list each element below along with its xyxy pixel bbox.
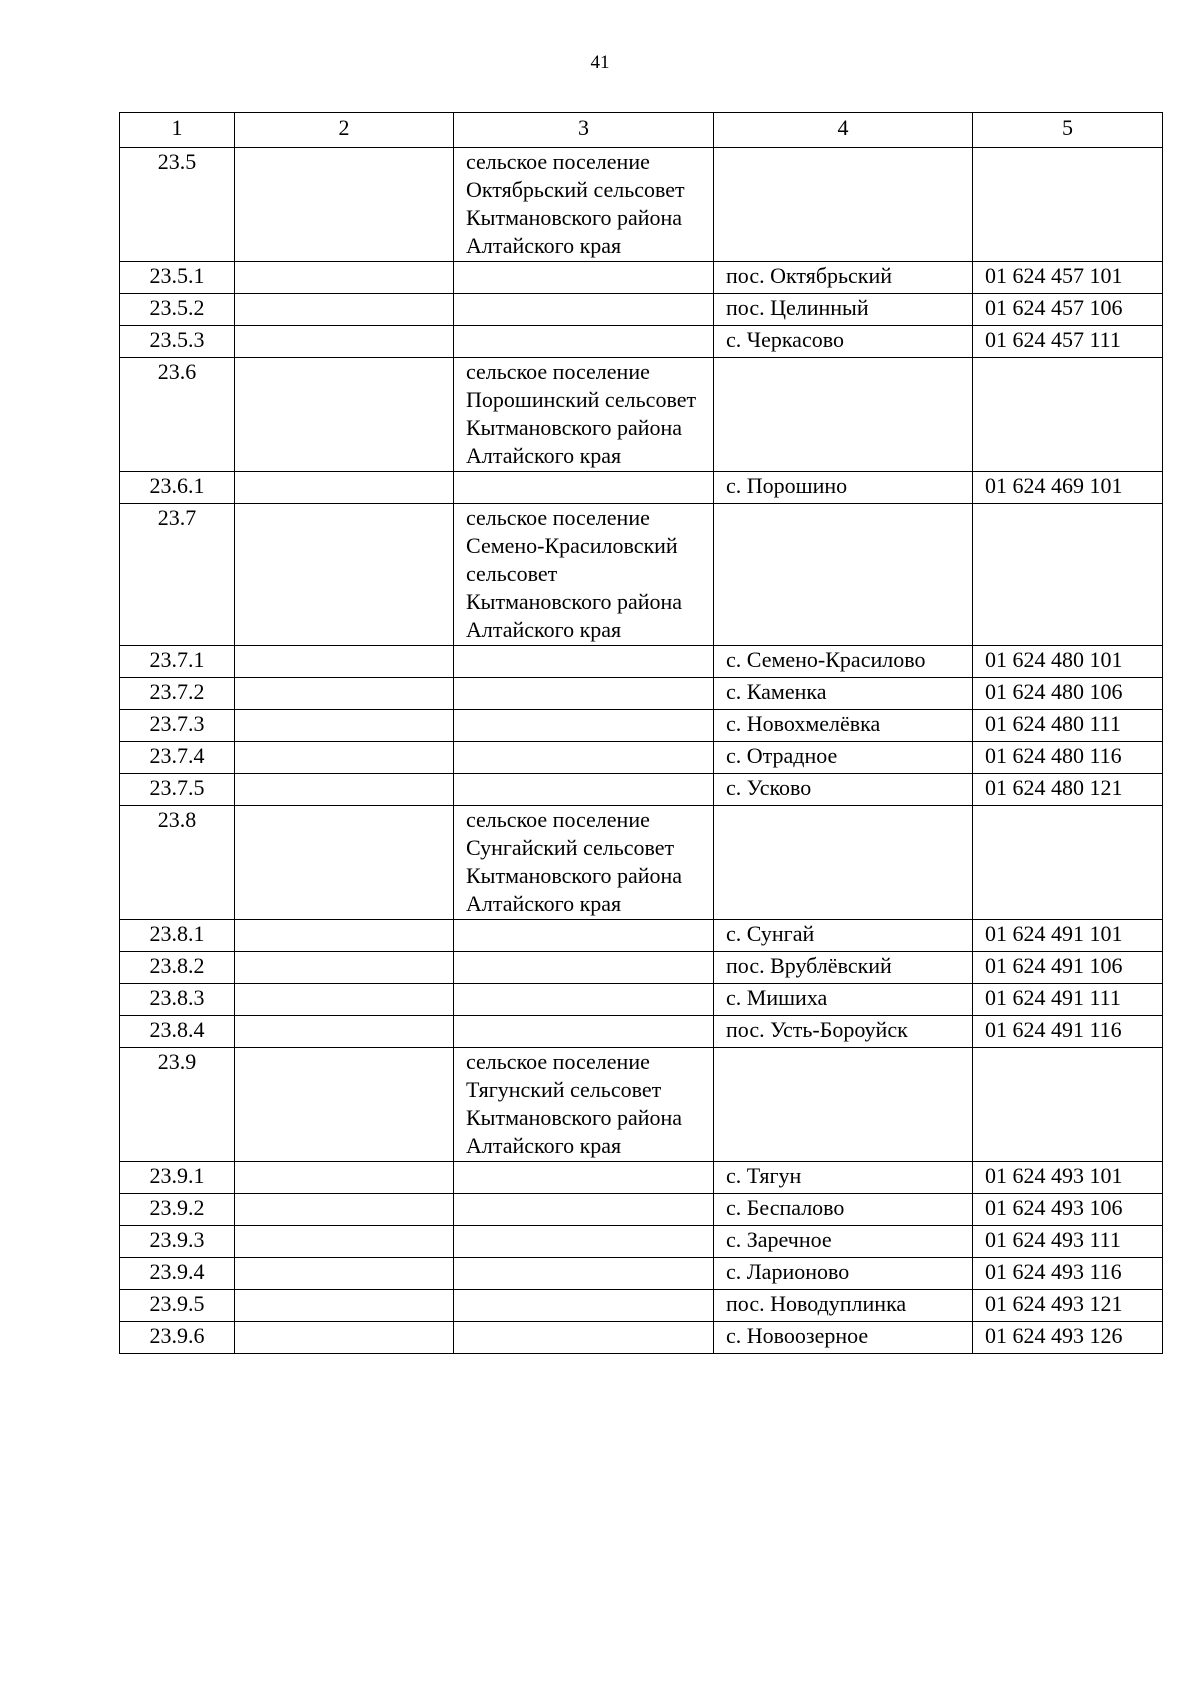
settlement-row bbox=[120, 1322, 1163, 1354]
row-oktmo-cell: 01 624 480 116 bbox=[973, 742, 1163, 774]
row-column2-cell bbox=[235, 1194, 454, 1226]
row-code-cell: 23.7.1 bbox=[120, 646, 235, 678]
row-settlement-cell: с. Мишиха bbox=[714, 984, 973, 1016]
row-oktmo-cell bbox=[973, 148, 1163, 262]
row-municipality-cell bbox=[454, 920, 714, 952]
row-oktmo-cell: 01 624 480 106 bbox=[973, 678, 1163, 710]
row-code-cell: 23.5.3 bbox=[120, 326, 235, 358]
settlement-row bbox=[120, 646, 1163, 678]
row-code-cell: 23.7.3 bbox=[120, 710, 235, 742]
row-municipality-cell bbox=[454, 294, 714, 326]
row-settlement-cell: с. Беспалово bbox=[714, 1194, 973, 1226]
settlement-row bbox=[120, 1258, 1163, 1290]
row-column2-cell bbox=[235, 920, 454, 952]
row-column2-cell bbox=[235, 1016, 454, 1048]
row-column2-cell bbox=[235, 1322, 454, 1354]
row-oktmo-cell: 01 624 469 101 bbox=[973, 472, 1163, 504]
row-code-cell: 23.7.5 bbox=[120, 774, 235, 806]
row-column2-cell bbox=[235, 1162, 454, 1194]
row-municipality-cell: сельское поселение Сунгайский сельсовет Кытмановского района Алтайского края bbox=[454, 806, 714, 920]
settlement-row bbox=[120, 710, 1163, 742]
row-column2-cell bbox=[235, 504, 454, 646]
row-code-cell: 23.8.3 bbox=[120, 984, 235, 1016]
row-oktmo-cell: 01 624 480 121 bbox=[973, 774, 1163, 806]
row-settlement-cell: с. Семено-Красилово bbox=[714, 646, 973, 678]
row-settlement-cell bbox=[714, 806, 973, 920]
row-settlement-cell: пос. Октябрьский bbox=[714, 262, 973, 294]
row-code-cell: 23.8.1 bbox=[120, 920, 235, 952]
column-header-1: 1 bbox=[120, 113, 235, 148]
municipality-group-row bbox=[120, 504, 1163, 646]
row-municipality-cell: сельское поселение Семено-Красиловский сельсовет Кытмановского района Алтайского края bbox=[454, 504, 714, 646]
row-municipality-cell: сельское поселение Порошинский сельсовет Кытмановского района Алтайского края bbox=[454, 358, 714, 472]
row-oktmo-cell: 01 624 457 106 bbox=[973, 294, 1163, 326]
column-header-4: 4 bbox=[714, 113, 973, 148]
row-code-cell: 23.9.3 bbox=[120, 1226, 235, 1258]
row-column2-cell bbox=[235, 710, 454, 742]
row-oktmo-cell: 01 624 457 101 bbox=[973, 262, 1163, 294]
row-column2-cell bbox=[235, 806, 454, 920]
row-code-cell: 23.9.2 bbox=[120, 1194, 235, 1226]
row-code-cell: 23.8 bbox=[120, 806, 235, 920]
row-code-cell: 23.6 bbox=[120, 358, 235, 472]
row-column2-cell bbox=[235, 148, 454, 262]
row-column2-cell bbox=[235, 1258, 454, 1290]
settlement-row bbox=[120, 952, 1163, 984]
column-header-5: 5 bbox=[973, 113, 1163, 148]
row-municipality-cell bbox=[454, 472, 714, 504]
row-settlement-cell bbox=[714, 358, 973, 472]
row-column2-cell bbox=[235, 472, 454, 504]
row-code-cell: 23.8.4 bbox=[120, 1016, 235, 1048]
row-column2-cell bbox=[235, 646, 454, 678]
row-municipality-cell bbox=[454, 1322, 714, 1354]
row-oktmo-cell bbox=[973, 1048, 1163, 1162]
row-settlement-cell: с. Новоозерное bbox=[714, 1322, 973, 1354]
row-municipality-cell bbox=[454, 1016, 714, 1048]
row-settlement-cell: с. Новохмелёвка bbox=[714, 710, 973, 742]
row-column2-cell bbox=[235, 1048, 454, 1162]
table-header-row bbox=[120, 113, 1163, 148]
row-oktmo-cell: 01 624 493 116 bbox=[973, 1258, 1163, 1290]
row-oktmo-cell: 01 624 491 111 bbox=[973, 984, 1163, 1016]
row-oktmo-cell bbox=[973, 806, 1163, 920]
row-settlement-cell bbox=[714, 504, 973, 646]
settlement-row bbox=[120, 294, 1163, 326]
page-number: 41 bbox=[590, 52, 610, 73]
row-column2-cell bbox=[235, 952, 454, 984]
row-column2-cell bbox=[235, 1226, 454, 1258]
settlement-row bbox=[120, 326, 1163, 358]
municipality-group-row bbox=[120, 1048, 1163, 1162]
row-oktmo-cell: 01 624 493 121 bbox=[973, 1290, 1163, 1322]
settlement-row bbox=[120, 1226, 1163, 1258]
row-municipality-cell bbox=[454, 1194, 714, 1226]
municipality-group-row bbox=[120, 806, 1163, 920]
row-code-cell: 23.7.2 bbox=[120, 678, 235, 710]
settlement-row bbox=[120, 472, 1163, 504]
table-body bbox=[120, 148, 1163, 1354]
row-column2-cell bbox=[235, 326, 454, 358]
row-column2-cell bbox=[235, 294, 454, 326]
row-code-cell: 23.7 bbox=[120, 504, 235, 646]
column-header-3: 3 bbox=[454, 113, 714, 148]
settlement-row bbox=[120, 774, 1163, 806]
row-municipality-cell bbox=[454, 1162, 714, 1194]
row-settlement-cell: пос. Врублёвский bbox=[714, 952, 973, 984]
row-municipality-cell bbox=[454, 326, 714, 358]
settlement-row bbox=[120, 262, 1163, 294]
row-municipality-cell bbox=[454, 742, 714, 774]
row-oktmo-cell: 01 624 480 101 bbox=[973, 646, 1163, 678]
municipality-group-row bbox=[120, 148, 1163, 262]
row-code-cell: 23.9 bbox=[120, 1048, 235, 1162]
column-header-2: 2 bbox=[235, 113, 454, 148]
row-column2-cell bbox=[235, 1290, 454, 1322]
settlement-row bbox=[120, 920, 1163, 952]
row-settlement-cell: с. Черкасово bbox=[714, 326, 973, 358]
settlement-row bbox=[120, 1290, 1163, 1322]
row-settlement-cell: с. Заречное bbox=[714, 1226, 973, 1258]
settlement-row bbox=[120, 678, 1163, 710]
row-municipality-cell bbox=[454, 984, 714, 1016]
row-column2-cell bbox=[235, 774, 454, 806]
settlement-row bbox=[120, 1194, 1163, 1226]
row-code-cell: 23.5.2 bbox=[120, 294, 235, 326]
row-municipality-cell bbox=[454, 1226, 714, 1258]
row-municipality-cell: сельское поселение Тягунский сельсовет Кытмановского района Алтайского края bbox=[454, 1048, 714, 1162]
row-oktmo-cell bbox=[973, 358, 1163, 472]
row-oktmo-cell: 01 624 491 101 bbox=[973, 920, 1163, 952]
row-municipality-cell bbox=[454, 774, 714, 806]
row-settlement-cell bbox=[714, 148, 973, 262]
row-oktmo-cell: 01 624 491 116 bbox=[973, 1016, 1163, 1048]
row-code-cell: 23.7.4 bbox=[120, 742, 235, 774]
row-municipality-cell: сельское поселение Октябрьский сельсовет Кытмановского района Алтайского края bbox=[454, 148, 714, 262]
row-settlement-cell: пос. Целинный bbox=[714, 294, 973, 326]
row-oktmo-cell: 01 624 493 126 bbox=[973, 1322, 1163, 1354]
row-oktmo-cell: 01 624 491 106 bbox=[973, 952, 1163, 984]
row-municipality-cell bbox=[454, 1258, 714, 1290]
row-code-cell: 23.9.1 bbox=[120, 1162, 235, 1194]
row-municipality-cell bbox=[454, 678, 714, 710]
settlements-table bbox=[119, 112, 1163, 1354]
row-municipality-cell bbox=[454, 262, 714, 294]
row-settlement-cell: пос. Усть-Бороуйск bbox=[714, 1016, 973, 1048]
row-municipality-cell bbox=[454, 646, 714, 678]
row-settlement-cell: с. Тягун bbox=[714, 1162, 973, 1194]
row-column2-cell bbox=[235, 984, 454, 1016]
row-settlement-cell: пос. Новодуплинка bbox=[714, 1290, 973, 1322]
row-oktmo-cell: 01 624 457 111 bbox=[973, 326, 1163, 358]
row-column2-cell bbox=[235, 678, 454, 710]
row-settlement-cell: с. Порошино bbox=[714, 472, 973, 504]
row-code-cell: 23.9.6 bbox=[120, 1322, 235, 1354]
row-column2-cell bbox=[235, 742, 454, 774]
row-settlement-cell: с. Сунгай bbox=[714, 920, 973, 952]
row-column2-cell bbox=[235, 262, 454, 294]
row-oktmo-cell: 01 624 493 106 bbox=[973, 1194, 1163, 1226]
row-code-cell: 23.9.5 bbox=[120, 1290, 235, 1322]
row-settlement-cell: с. Усково bbox=[714, 774, 973, 806]
row-settlement-cell: с. Отрадное bbox=[714, 742, 973, 774]
row-code-cell: 23.8.2 bbox=[120, 952, 235, 984]
row-oktmo-cell bbox=[973, 504, 1163, 646]
row-municipality-cell bbox=[454, 710, 714, 742]
row-column2-cell bbox=[235, 358, 454, 472]
row-code-cell: 23.6.1 bbox=[120, 472, 235, 504]
settlement-row bbox=[120, 742, 1163, 774]
row-settlement-cell: с. Каменка bbox=[714, 678, 973, 710]
row-municipality-cell bbox=[454, 1290, 714, 1322]
row-code-cell: 23.5 bbox=[120, 148, 235, 262]
row-settlement-cell: с. Ларионово bbox=[714, 1258, 973, 1290]
settlement-row bbox=[120, 984, 1163, 1016]
row-municipality-cell bbox=[454, 952, 714, 984]
municipality-group-row bbox=[120, 358, 1163, 472]
row-code-cell: 23.5.1 bbox=[120, 262, 235, 294]
settlement-row bbox=[120, 1162, 1163, 1194]
row-settlement-cell bbox=[714, 1048, 973, 1162]
row-code-cell: 23.9.4 bbox=[120, 1258, 235, 1290]
settlement-row bbox=[120, 1016, 1163, 1048]
row-oktmo-cell: 01 624 493 101 bbox=[973, 1162, 1163, 1194]
row-oktmo-cell: 01 624 493 111 bbox=[973, 1226, 1163, 1258]
row-oktmo-cell: 01 624 480 111 bbox=[973, 710, 1163, 742]
